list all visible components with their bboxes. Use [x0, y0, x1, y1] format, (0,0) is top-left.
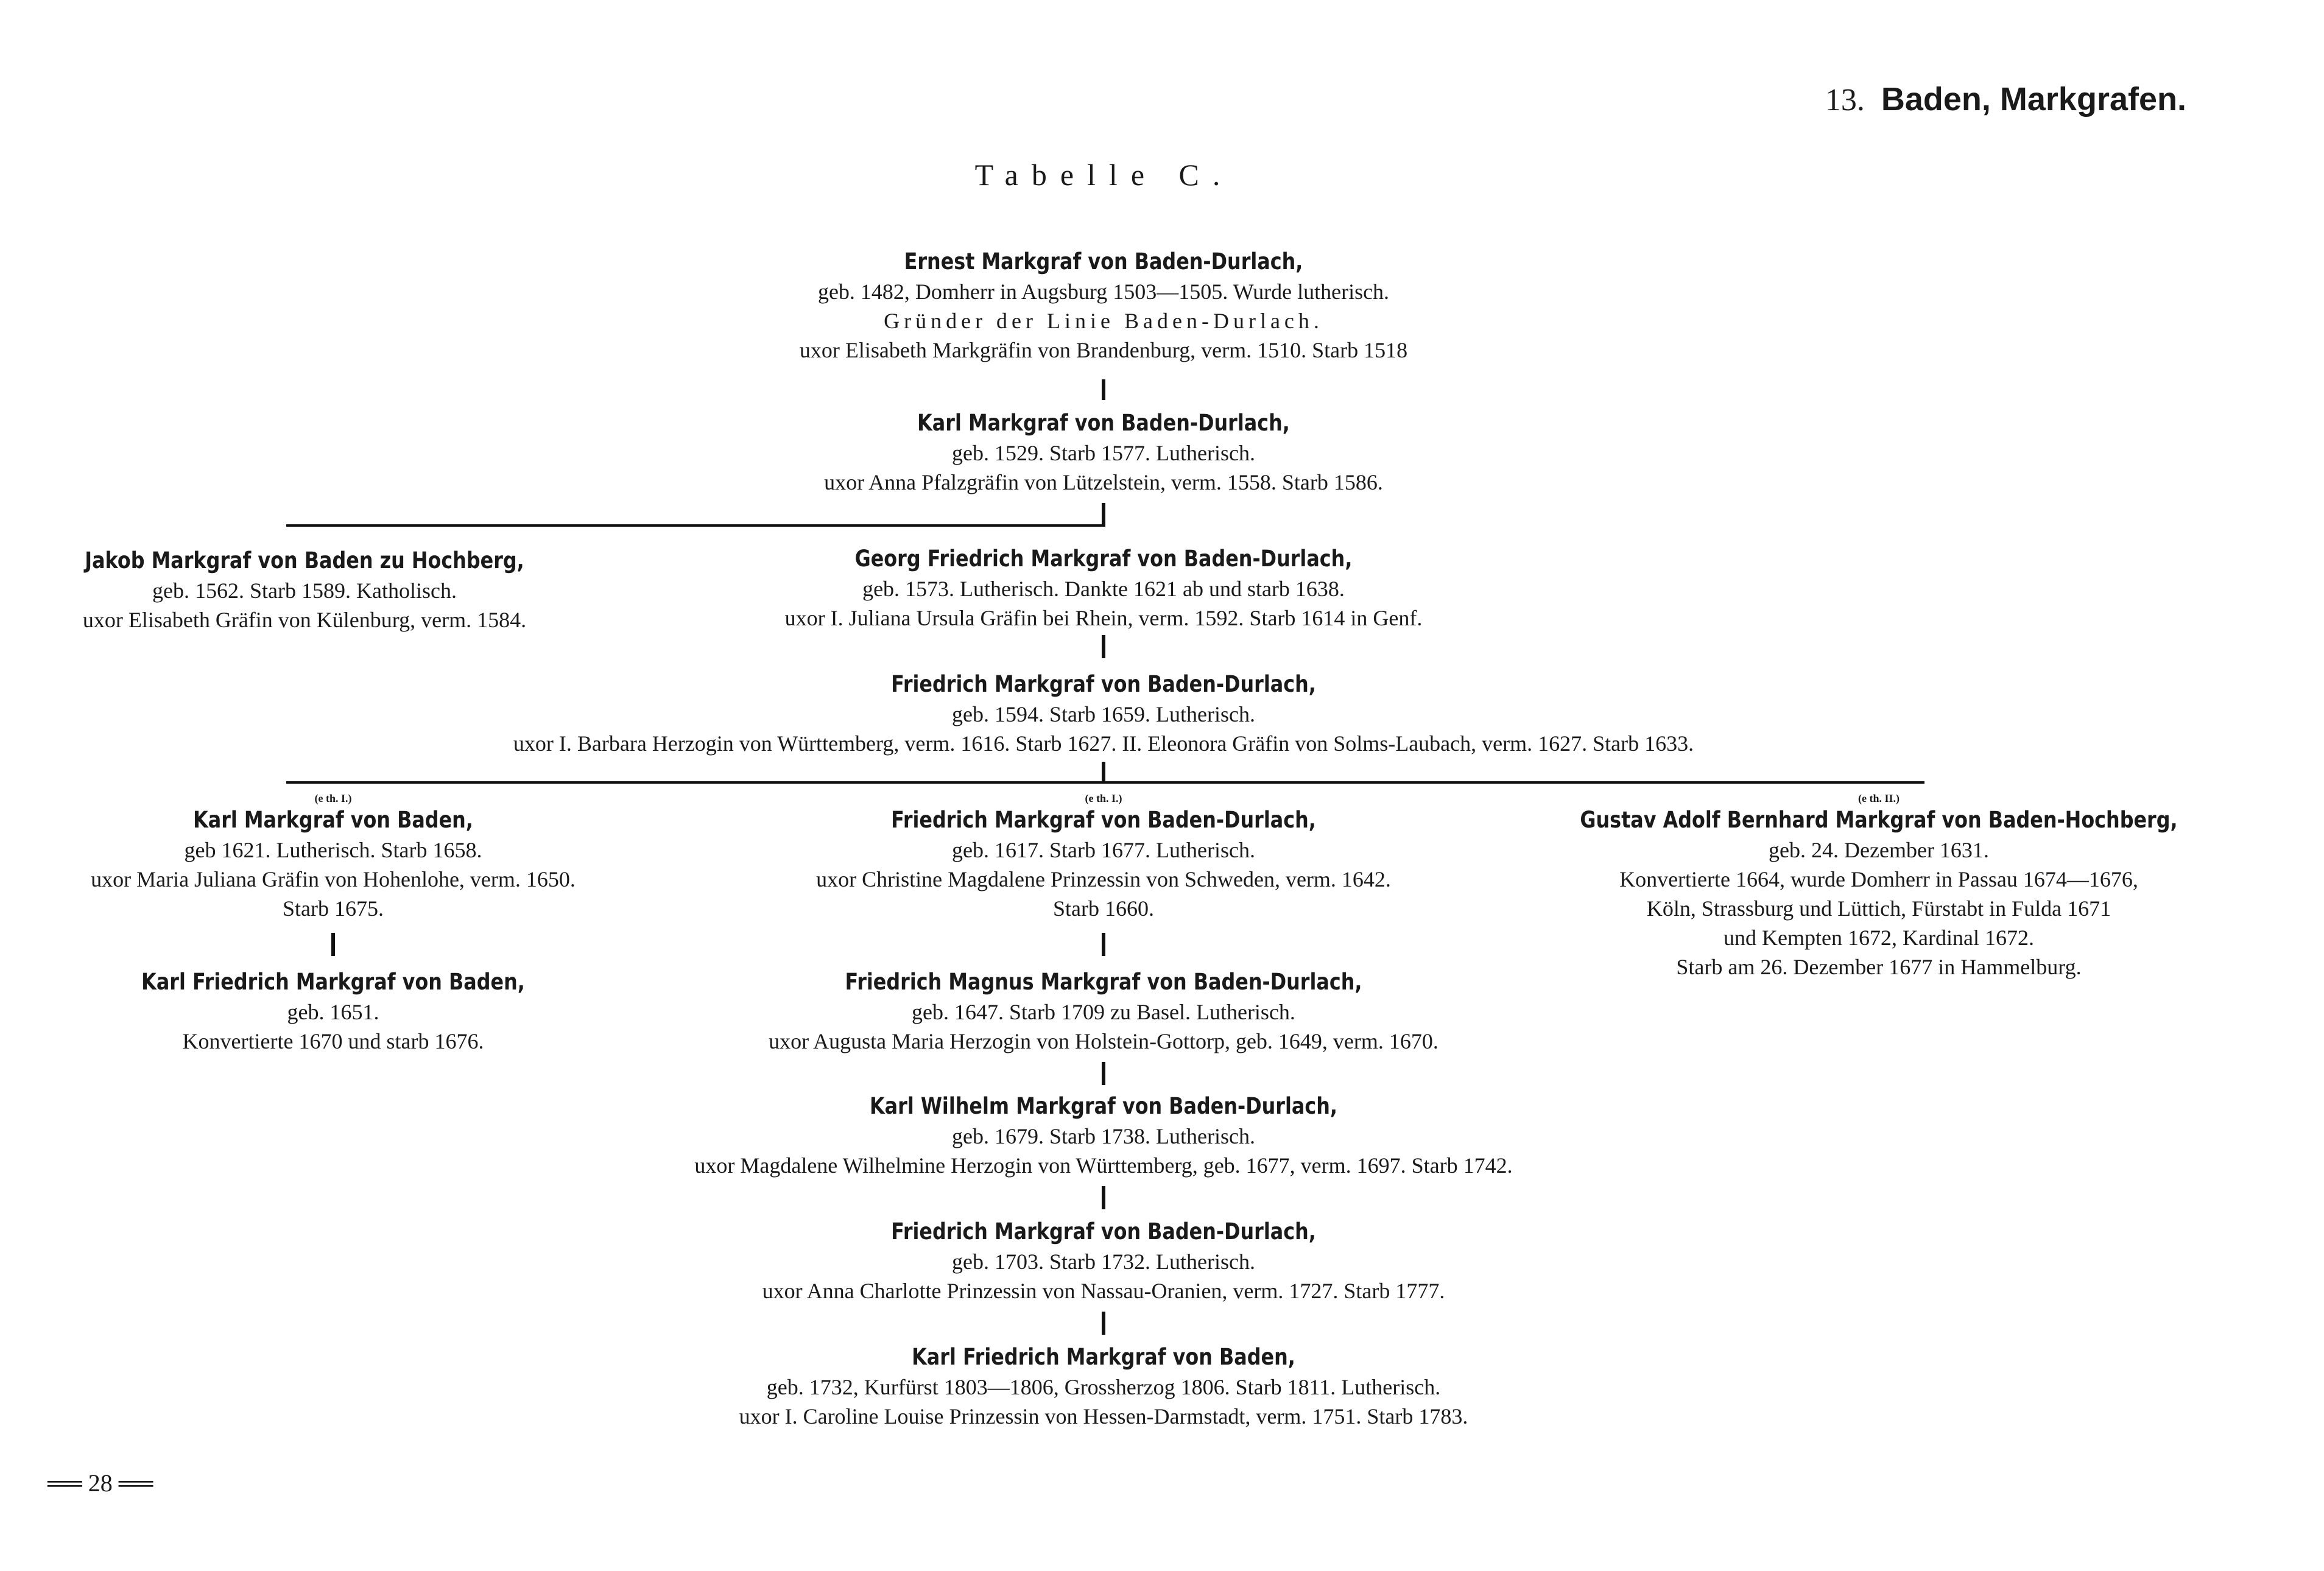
person-name: Jakob Markgraf von Baden zu Hochberg,	[85, 547, 524, 574]
person-name: Karl Friedrich Markgraf von Baden,	[141, 969, 525, 995]
person-line: Gründer der Linie Baden-Durlach.	[884, 309, 1323, 333]
person-karl-friedrich-1732	[739, 1342, 1468, 1431]
lineage-connector	[1102, 1312, 1105, 1335]
footer-rule-left: ══	[48, 1469, 88, 1497]
person-friedrich-1617	[816, 793, 1391, 923]
person-line: geb. 1732, Kurfürst 1803—1806, Grossherzog 1806. Starb 1811. Lutherisch.	[766, 1375, 1441, 1399]
person-name: Georg Friedrich Markgraf von Baden-Durlach,	[854, 546, 1353, 572]
header-number: 13.	[1825, 83, 1865, 118]
person-line: geb 1621. Lutherisch. Starb 1658.	[184, 838, 482, 862]
person-georg-friedrich	[785, 544, 1423, 633]
person-line: geb. 1651.	[287, 1000, 379, 1024]
marriage-note: (e th. I.)	[1085, 792, 1122, 804]
person-line: Konvertierte 1664, wurde Domherr in Passau 1674—1676,	[1619, 867, 2138, 891]
lineage-connector	[1102, 1186, 1105, 1209]
person-line: Starb 1660.	[1052, 896, 1154, 921]
lineage-connector	[1102, 762, 1105, 784]
person-friedrich-1594	[513, 669, 1694, 758]
table-title: Tabelle C.	[974, 158, 1234, 192]
person-line: uxor Elisabeth Markgräfin von Brandenburg, verm. 1510. Starb 1518	[799, 338, 1408, 362]
person-gustav-adolf	[1532, 793, 2227, 982]
marriage-note: (e th. I.)	[314, 792, 352, 804]
person-line: geb. 1529. Starb 1577. Lutherisch.	[952, 441, 1255, 465]
person-karl-friedrich-1651	[110, 967, 556, 1056]
person-line: Starb am 26. Dezember 1677 in Hammelburg.	[1676, 955, 2082, 979]
lineage-connector	[331, 933, 335, 956]
person-line: geb. 1482, Domherr in Augsburg 1503—1505. Wurde lutherisch.	[817, 279, 1390, 304]
footer-rule-right: ══	[112, 1469, 153, 1497]
person-name: Friedrich Markgraf von Baden-Durlach,	[891, 671, 1316, 697]
marriage-note: (e th. II.)	[1857, 792, 1900, 804]
person-name: Gustav Adolf Bernhard Markgraf von Baden-Hochberg,	[1580, 807, 2178, 833]
person-karl-1621	[91, 793, 576, 923]
lineage-connector	[1102, 635, 1105, 658]
person-line: uxor I. Barbara Herzogin von Württemberg, verm. 1616. Starb 1627. II. Eleonora Gräfin von Solms-Laubach, verm. 1627. Starb 1633.	[513, 731, 1694, 756]
person-line: uxor Anna Pfalzgräfin von Lützelstein, verm. 1558. Starb 1586.	[824, 470, 1383, 494]
person-line: uxor Anna Charlotte Prinzessin von Nassau-Oranien, verm. 1727. Starb 1777.	[762, 1279, 1445, 1303]
person-name: Karl Friedrich Markgraf von Baden,	[912, 1344, 1295, 1370]
person-friedrich-magnus	[769, 967, 1438, 1056]
person-line: uxor Magdalene Wilhelmine Herzogin von Württemberg, geb. 1677, verm. 1697. Starb 1742.	[694, 1153, 1513, 1178]
person-line: geb. 1647. Starb 1709 zu Basel. Lutherisch.	[912, 1000, 1295, 1024]
person-line: uxor Christine Magdalene Prinzessin von Schweden, verm. 1642.	[816, 867, 1391, 891]
lineage-connector	[1102, 503, 1105, 527]
page-header	[1825, 80, 2186, 118]
person-name: Friedrich Magnus Markgraf von Baden-Durlach,	[845, 969, 1362, 995]
person-name: Ernest Markgraf von Baden-Durlach,	[904, 248, 1303, 275]
person-line: geb. 1617. Starb 1677. Lutherisch.	[952, 838, 1255, 862]
person-line: uxor I. Caroline Louise Prinzessin von Hessen-Darmstadt, verm. 1751. Starb 1783.	[739, 1404, 1468, 1429]
person-line: uxor Maria Juliana Gräfin von Hohenlohe, verm. 1650.	[91, 867, 576, 891]
person-karl-wilhelm	[694, 1091, 1512, 1180]
person-ernest	[800, 247, 1407, 365]
sibling-connector	[286, 524, 1105, 527]
person-name: Friedrich Markgraf von Baden-Durlach,	[891, 1218, 1316, 1245]
person-name: Karl Markgraf von Baden-Durlach,	[917, 410, 1290, 436]
person-jakob	[49, 546, 560, 634]
person-name: Karl Markgraf von Baden,	[193, 807, 473, 833]
person-line: geb. 1703. Starb 1732. Lutherisch.	[952, 1249, 1255, 1274]
person-karl-1529	[824, 408, 1383, 497]
person-line: Starb 1675.	[282, 896, 384, 921]
person-line: uxor Augusta Maria Herzogin von Holstein-Gottorp, geb. 1649, verm. 1670.	[769, 1029, 1438, 1053]
lineage-connector	[1102, 933, 1105, 956]
lineage-connector	[1102, 379, 1105, 400]
header-title: Baden, Markgrafen.	[1881, 81, 2186, 118]
person-name: Karl Wilhelm Markgraf von Baden-Durlach,	[870, 1093, 1337, 1119]
person-line: Köln, Strassburg und Lüttich, Fürstabt in Fulda 1671	[1646, 896, 2111, 921]
person-line: geb. 1573. Lutherisch. Dankte 1621 ab und starb 1638.	[862, 577, 1345, 601]
person-line: Konvertierte 1670 und starb 1676.	[182, 1029, 484, 1053]
person-line: geb. 1679. Starb 1738. Lutherisch.	[952, 1124, 1255, 1148]
person-line: geb. 1594. Starb 1659. Lutherisch.	[952, 702, 1255, 726]
sibling-connector	[286, 781, 1924, 784]
person-line: geb. 24. Dezember 1631.	[1769, 838, 1989, 862]
person-line: und Kempten 1672, Kardinal 1672.	[1724, 926, 2034, 950]
person-line: geb. 1562. Starb 1589. Katholisch.	[152, 578, 457, 603]
page-footer	[48, 1469, 153, 1497]
person-line: uxor I. Juliana Ursula Gräfin bei Rhein, verm. 1592. Starb 1614 in Genf.	[784, 606, 1423, 630]
page-number: 28	[88, 1469, 113, 1497]
person-friedrich-1703	[762, 1217, 1445, 1306]
person-name: Friedrich Markgraf von Baden-Durlach,	[891, 807, 1316, 833]
lineage-connector	[1102, 1062, 1105, 1085]
person-line: uxor Elisabeth Gräfin von Külenburg, verm. 1584.	[82, 608, 527, 632]
